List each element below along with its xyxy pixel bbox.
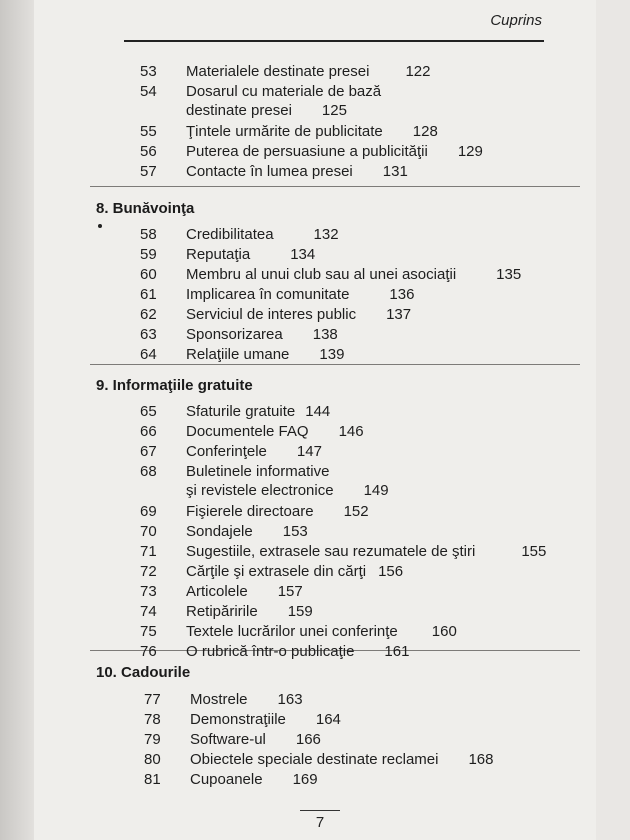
entry-number: 61 <box>140 286 157 303</box>
entry-title <box>186 442 586 461</box>
entry-page-number: 139 <box>319 346 345 363</box>
entry-title-line: Ţintele urmărite de publicitate <box>186 123 383 140</box>
entry-page-number: 136 <box>389 286 415 303</box>
entry-number: 79 <box>144 731 161 748</box>
entry-title-line: Documentele FAQ <box>186 423 309 440</box>
entry-title-line: şi revistele electronice <box>186 482 334 499</box>
entry-title <box>190 690 590 709</box>
footer-page-number: 7 <box>315 814 325 831</box>
entry-number: 56 <box>140 143 157 160</box>
entry-title <box>186 122 586 141</box>
entry-title-line: O rubrică într-o publicaţie <box>186 643 355 660</box>
entry-title-line: Puterea de persuasiune a publicităţii <box>186 143 428 160</box>
entry-title <box>186 225 586 244</box>
entry-title-line: Sfaturile gratuite <box>186 403 296 420</box>
entry-title-line: Reputaţia <box>186 246 251 263</box>
bullet-mark <box>98 224 102 228</box>
entry-number: 75 <box>140 623 157 640</box>
entry-number: 73 <box>140 583 157 600</box>
entry-title <box>186 62 586 81</box>
entry-number: 78 <box>144 711 161 728</box>
entry-number: 62 <box>140 306 157 323</box>
entry-title <box>186 142 586 161</box>
entry-title-line: Contacte în lumea presei <box>186 163 353 180</box>
section-title-informatii-gratuite: 9. Informaţiile gratuite <box>96 377 253 394</box>
entry-title-line: Implicarea în comunitate <box>186 286 350 303</box>
entry-title-line: Sponsorizarea <box>186 326 283 343</box>
entry-title <box>186 265 586 284</box>
entry-number: 53 <box>140 63 157 80</box>
entry-title <box>186 462 586 500</box>
entry-title <box>186 522 586 541</box>
entry-number: 57 <box>140 163 157 180</box>
entry-title <box>190 730 590 749</box>
entry-page-number: 160 <box>431 623 457 640</box>
entry-title <box>186 82 586 120</box>
entry-title <box>186 502 586 521</box>
entry-number: 63 <box>140 326 157 343</box>
header-rule <box>124 40 544 42</box>
entry-title-line: Demonstraţiile <box>190 711 286 728</box>
entry-page-number: 169 <box>292 771 318 788</box>
entry-title-line: Dosarul cu materiale de bază <box>186 83 382 100</box>
entry-number: 60 <box>140 266 157 283</box>
entry-title-line: Retipăririle <box>186 603 258 620</box>
entry-title-line: Conferinţele <box>186 443 267 460</box>
entry-number: 69 <box>140 503 157 520</box>
entry-number: 58 <box>140 226 157 243</box>
entry-title <box>186 422 586 441</box>
entry-title <box>186 562 586 581</box>
entry-number: 55 <box>140 123 157 140</box>
entry-number: 80 <box>144 751 161 768</box>
entry-title <box>190 750 590 769</box>
entry-title-line: Fişierele directoare <box>186 503 314 520</box>
entry-title-line: Credibilitatea <box>186 226 274 243</box>
entry-page-number: 135 <box>496 266 522 283</box>
entry-page-number: 125 <box>321 102 347 119</box>
entry-title <box>186 642 586 661</box>
entry-page-number: 129 <box>457 143 483 160</box>
entry-page-number: 122 <box>405 63 431 80</box>
entry-title <box>186 285 586 304</box>
entry-title-line: Sondajele <box>186 523 253 540</box>
entry-title-line: Buletinele informative <box>186 463 330 480</box>
entry-title-line: Obiectele speciale destinate reclamei <box>190 751 439 768</box>
entry-number: 66 <box>140 423 157 440</box>
entry-title <box>186 345 586 364</box>
entry-number: 74 <box>140 603 157 620</box>
entry-page-number: 138 <box>312 326 338 343</box>
entry-title-line: Materialele destinate presei <box>186 63 370 80</box>
entry-number: 59 <box>140 246 157 263</box>
entry-page-number: 152 <box>343 503 369 520</box>
footer-rule <box>300 810 340 811</box>
entry-page-number: 131 <box>382 163 408 180</box>
entry-page-number: 149 <box>363 482 389 499</box>
entry-page-number: 144 <box>305 403 331 420</box>
section-divider <box>90 186 580 187</box>
entry-title-line: Sugestiile, extrasele sau rezumatele de ştiri <box>186 543 476 560</box>
entry-number: 54 <box>140 83 157 100</box>
entry-title <box>190 710 590 729</box>
entry-title <box>186 622 586 641</box>
entry-page-number: 128 <box>412 123 438 140</box>
entry-page-number: 166 <box>295 731 321 748</box>
entry-number: 68 <box>140 463 157 480</box>
section-divider <box>90 364 580 365</box>
entry-number: 71 <box>140 543 157 560</box>
entry-number: 70 <box>140 523 157 540</box>
entry-title <box>186 325 586 344</box>
entry-page-number: 156 <box>378 563 404 580</box>
entry-title <box>186 582 586 601</box>
entry-number: 76 <box>140 643 157 660</box>
entry-number: 77 <box>144 691 161 708</box>
section-title-bunavointa: 8. Bunăvoinţa <box>96 200 195 217</box>
entry-page-number: 168 <box>468 751 494 768</box>
entry-page-number: 155 <box>521 543 547 560</box>
entry-number: 67 <box>140 443 157 460</box>
entry-page-number: 157 <box>277 583 303 600</box>
entry-title-line: Mostrele <box>190 691 248 708</box>
entry-title <box>186 402 586 421</box>
entry-page-number: 159 <box>287 603 313 620</box>
entry-number: 64 <box>140 346 157 363</box>
entry-title-line: Serviciul de interes public <box>186 306 357 323</box>
entry-title <box>186 602 586 621</box>
entry-page-number: 153 <box>282 523 308 540</box>
entry-title-line: Membru al unui club sau al unei asociaţii <box>186 266 457 283</box>
entry-title-line: Software-ul <box>190 731 266 748</box>
entry-title <box>186 305 586 324</box>
header-title: Cuprins <box>490 12 542 29</box>
entry-page-number: 147 <box>296 443 322 460</box>
entry-title-line: Textele lucrărilor unei conferinţe <box>186 623 398 640</box>
entry-title-line: Cărţile şi extrasele din cărţi <box>186 563 367 580</box>
entry-number: 65 <box>140 403 157 420</box>
entry-page-number: 132 <box>313 226 339 243</box>
entry-title-line: Relaţiile umane <box>186 346 290 363</box>
binding-shadow <box>0 0 34 840</box>
entry-page-number: 163 <box>277 691 303 708</box>
entry-title <box>186 162 586 181</box>
entry-number: 72 <box>140 563 157 580</box>
entry-page-number: 146 <box>338 423 364 440</box>
entry-title <box>186 245 586 264</box>
entry-number: 81 <box>144 771 161 788</box>
entry-page-number: 164 <box>315 711 341 728</box>
entry-title-line: Articolele <box>186 583 248 600</box>
entry-page-number: 161 <box>384 643 410 660</box>
section-title-cadourile: 10. Cadourile <box>96 664 191 681</box>
entry-page-number: 137 <box>386 306 412 323</box>
entry-title <box>186 542 586 561</box>
entry-page-number: 134 <box>290 246 316 263</box>
entry-title <box>190 770 590 789</box>
entry-title-line: Cupoanele <box>190 771 263 788</box>
entry-title-line: destinate presei <box>186 102 292 119</box>
